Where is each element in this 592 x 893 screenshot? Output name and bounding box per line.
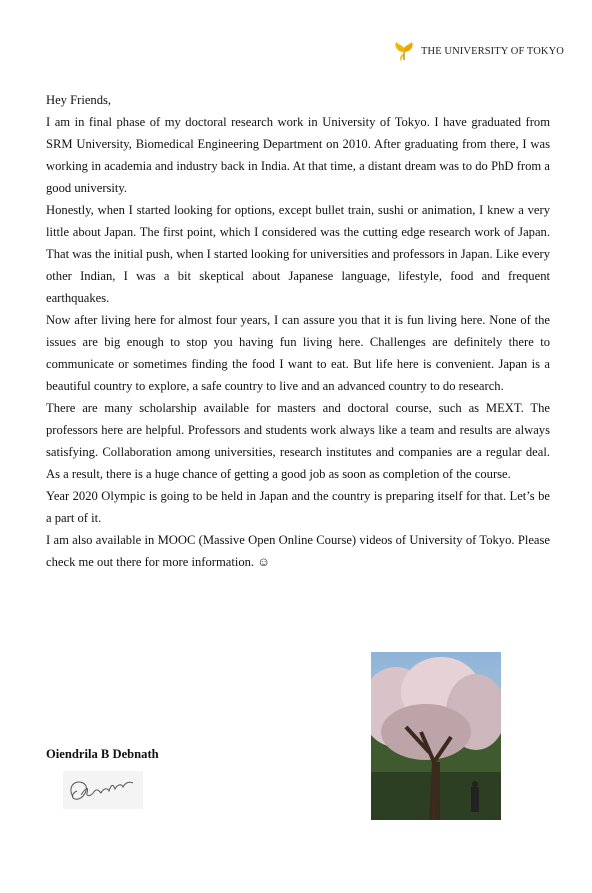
author-name: Oiendrila B Debnath — [46, 747, 159, 761]
paragraph: Now after living here for almost four years, I can assure you that it is fun living here. None of the issues are big enough to stop you having fun living here. Challenges are definitely there to communicate or sometimes finding the food I want to eat. But life here is convenient. Japan is a beautiful country to explore, a safe country to live and an advanced country to do research. — [46, 313, 550, 393]
paragraph: Honestly, when I started looking for options, except bullet train, sushi or animation, I knew a very little about Japan. The first point, which I considered was the cutting edge research work of Japan. That was the initial push, when I started looking for universities and professors in Japan. Like every other Indian, I was a bit skeptical about Japanese language, lifestyle, food and frequent earthquakes. — [46, 203, 550, 305]
paragraph: There are many scholarship available for masters and doctoral course, such as MEXT. The professors here are helpful. Professors and students work always like a team and results are always satisfying. Collaboration among universities, research institutes and companies are a regular deal. As a result, there is a huge chance of getting a good job as soon as completion of the course. — [46, 401, 550, 481]
paragraph: I am in final phase of my doctoral research work in University of Tokyo. I have graduated from SRM University, Biomedical Engineering Department on 2010. After graduating from there, I was working in academia and industry back in India. At that time, a distant dream was to do PhD from a good university. — [46, 115, 550, 195]
handwritten-signature — [63, 771, 143, 809]
logo-text: THE UNIVERSITY OF TOKYO — [421, 45, 564, 57]
greeting: Hey Friends, — [46, 93, 112, 107]
letter-body — [46, 89, 550, 573]
ginkgo-leaf-icon — [393, 40, 415, 62]
cherry-blossom-photo — [371, 652, 501, 820]
university-logo — [393, 40, 564, 62]
paragraph: I am also available in MOOC (Massive Open Online Course) videos of University of Tokyo. Please check me out there for more information. ☺ — [46, 533, 550, 569]
paragraph: Year 2020 Olympic is going to be held in Japan and the country is preparing itself for that. Let’s be a part of it. — [46, 489, 550, 525]
